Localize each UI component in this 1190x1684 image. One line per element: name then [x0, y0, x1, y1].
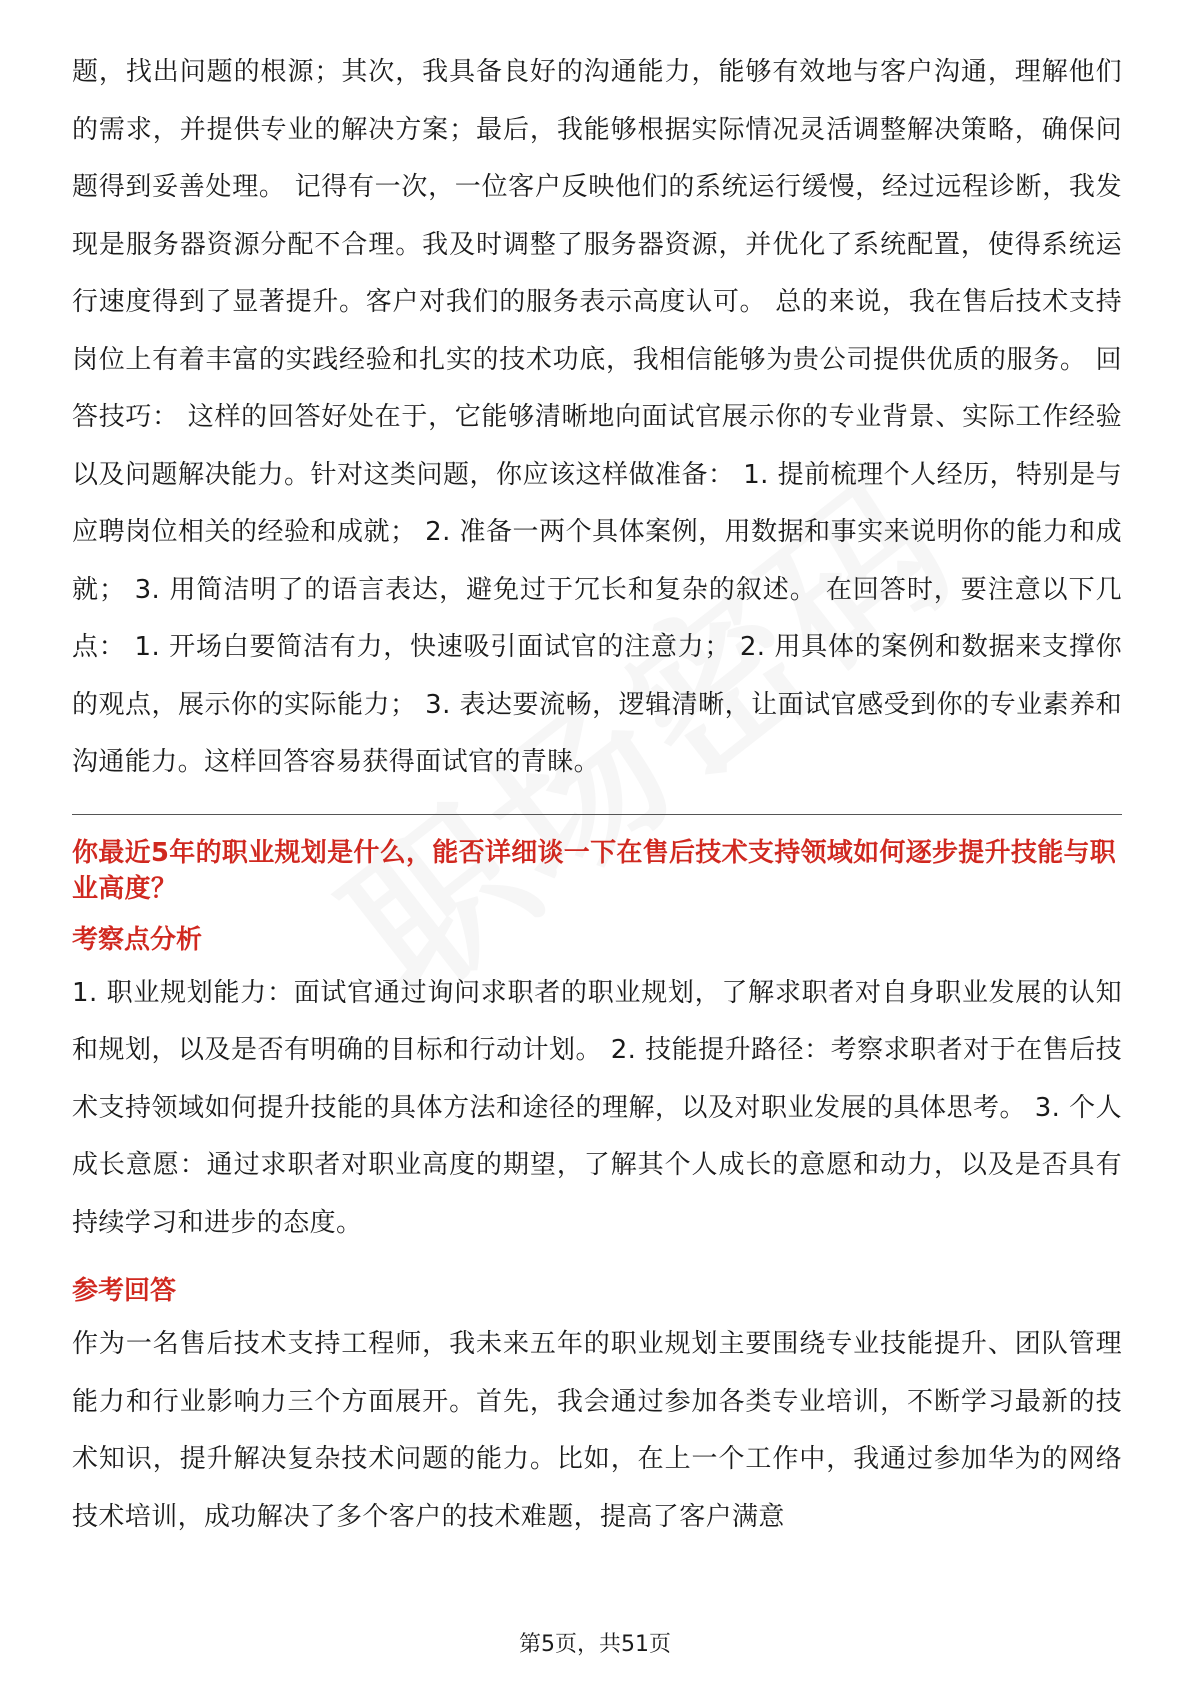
section-divider	[72, 814, 1122, 815]
page-number: 第5页，共51页	[519, 1632, 671, 1657]
document-page	[72, 44, 1122, 1546]
continuation-paragraph: 题，找出问题的根源；其次，我具备良好的沟通能力，能够有效地与客户沟通，理解他们的需求，并提供专业的解决方案；最后，我能够根据实际情况灵活调整解决策略，确保问题得到妥善处理。 记得有一次，一位客户反映他们的系统运行缓慢，经过远程诊断，我发现是服务器资源分配不合理。我及时调整了服务器资源，并优化了系统配置，使得系统运行速度得到了显著提升。客户对我们的服务表示高度认可。 总的来说，我在售后技术支持岗位上有着丰富的实践经验和扎实的技术功底，我相信能够为贵公司提供优质的服务。 回答技巧： 这样的回答好处在于，它能够清晰地向面试官展示你的专业背景、实际工作经验以及问题解决能力。针对这类问题，你应该这样做准备： 1. 提前梳理个人经历，特别是与应聘岗位相关的经验和成就； 2. 准备一两个具体案例，用数据和事实来说明你的能力和成就； 3. 用简洁明了的语言表达，避免过于冗长和复杂的叙述。 在回答时，要注意以下几点： 1. 开场白要简洁有力，快速吸引面试官的注意力； 2. 用具体的案例和数据来支撑你的观点，展示你的实际能力； 3. 表达要流畅，逻辑清晰，让面试官感受到你的专业素养和沟通能力。这样回答容易获得面试官的青睐。	[72, 57, 1122, 777]
analysis-heading: 考察点分析	[72, 924, 203, 955]
answer-heading: 参考回答	[72, 1276, 177, 1306]
question-heading: 你最近5年的职业规划是什么，能否详细谈一下在售后技术支持领域如何逐步提升技能与职业高度？	[72, 837, 1117, 904]
analysis-paragraph: 1. 职业规划能力：面试官通过询问求职者的职业规划，了解求职者对自身职业发展的认知和规划，以及是否有明确的目标和行动计划。 2. 技能提升路径：考察求职者对于在售后技术支持领域如何提升技能的具体方法和途径的理解，以及对职业发展的具体思考。 3. 个人成长意愿：通过求职者对职业高度的期望，了解其个人成长的意愿和动力，以及是否具有持续学习和进步的态度。	[72, 977, 1122, 1238]
answer-paragraph: 作为一名售后技术支持工程师，我未来五年的职业规划主要围绕专业技能提升、团队管理能力和行业影响力三个方面展开。首先，我会通过参加各类专业培训，不断学习最新的技术知识，提升解决复杂技术问题的能力。比如，在上一个工作中，我通过参加华为的网络技术培训，成功解决了多个客户的技术难题，提高了客户满意	[72, 1329, 1122, 1532]
